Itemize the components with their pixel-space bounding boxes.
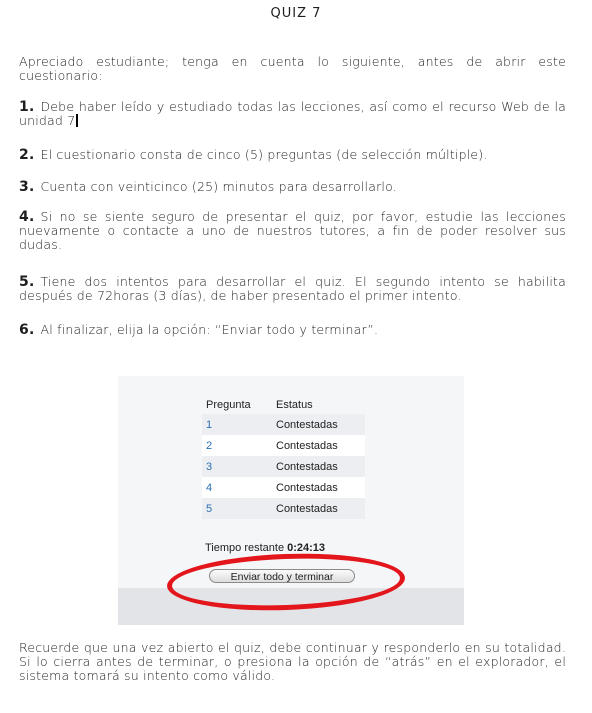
table-row bbox=[202, 498, 365, 519]
page-title: QUIZ 7 bbox=[270, 6, 322, 21]
table-row bbox=[202, 456, 365, 477]
question-number-link[interactable]: 1 bbox=[202, 414, 272, 435]
question-number-link[interactable]: 5 bbox=[202, 498, 272, 519]
table-row bbox=[202, 477, 365, 498]
quiz-summary-screenshot bbox=[118, 376, 464, 625]
status-cell: Contestadas bbox=[272, 456, 365, 477]
item-text: Tiene dos intentos para desarrollar el quiz. El segundo intento se habilita después de 72horas (3 días), de haber presentado el primer intento. bbox=[19, 274, 566, 303]
column-header-question: Pregunta bbox=[206, 398, 251, 411]
item-text: Debe haber leído y estudiado todas las lecciones, así como el recurso Web de la unidad 7 bbox=[19, 99, 566, 128]
screenshot-footer-bar bbox=[118, 588, 464, 625]
item-text: Si no se siente seguro de presentar el quiz, por favor, estudie las lecciones nuevamente o contacte a uno de nuestros tutores, a fin de poder resolver sus dudas. bbox=[19, 209, 566, 252]
intro-text: Apreciado estudiante; tenga en cuenta lo siguiente, antes de abrir este cuestionario: bbox=[19, 54, 566, 83]
instruction-item-4 bbox=[19, 210, 566, 252]
question-number-link[interactable]: 3 bbox=[202, 456, 272, 477]
instruction-item-6 bbox=[19, 323, 566, 337]
question-status-table bbox=[202, 395, 365, 519]
item-number: 6. bbox=[19, 322, 35, 338]
submit-all-button[interactable]: Enviar todo y terminar bbox=[209, 569, 355, 583]
item-text: Al finalizar, elija la opción: “Enviar todo y terminar”. bbox=[40, 322, 379, 337]
time-remaining bbox=[205, 542, 325, 554]
item-text: Cuenta con veinticinco (25) minutos para desarrollarlo. bbox=[40, 179, 397, 194]
item-number: 4. bbox=[19, 209, 35, 225]
instruction-item-5 bbox=[19, 275, 566, 303]
instruction-item-3 bbox=[19, 180, 566, 194]
time-remaining-label: Tiempo restante bbox=[205, 542, 285, 554]
status-cell: Contestadas bbox=[272, 435, 365, 456]
status-cell: Contestadas bbox=[272, 477, 365, 498]
item-text: El cuestionario consta de cinco (5) preguntas (de selección múltiple). bbox=[40, 147, 488, 162]
table-row bbox=[202, 435, 365, 456]
question-number-link[interactable]: 4 bbox=[202, 477, 272, 498]
instruction-item-1 bbox=[19, 100, 566, 128]
item-number: 1. bbox=[19, 99, 35, 115]
text-cursor bbox=[76, 114, 78, 127]
item-number: 5. bbox=[19, 274, 35, 290]
column-header-status: Estatus bbox=[276, 398, 313, 411]
question-number-link[interactable]: 2 bbox=[202, 435, 272, 456]
status-cell: Contestadas bbox=[272, 414, 365, 435]
instruction-item-2 bbox=[19, 148, 566, 162]
item-number: 3. bbox=[19, 179, 35, 195]
time-remaining-value: 0:24:13 bbox=[287, 542, 325, 554]
table-row bbox=[202, 414, 365, 435]
status-cell: Contestadas bbox=[272, 498, 365, 519]
item-number: 2. bbox=[19, 147, 35, 163]
footer-note: Recuerde que una vez abierto el quiz, debe continuar y responderlo en su totalidad. Si lo cierra antes de terminar, o presiona la opción de “atrás” en el explorador, el sistema tomará su intento como válido. bbox=[19, 640, 566, 683]
